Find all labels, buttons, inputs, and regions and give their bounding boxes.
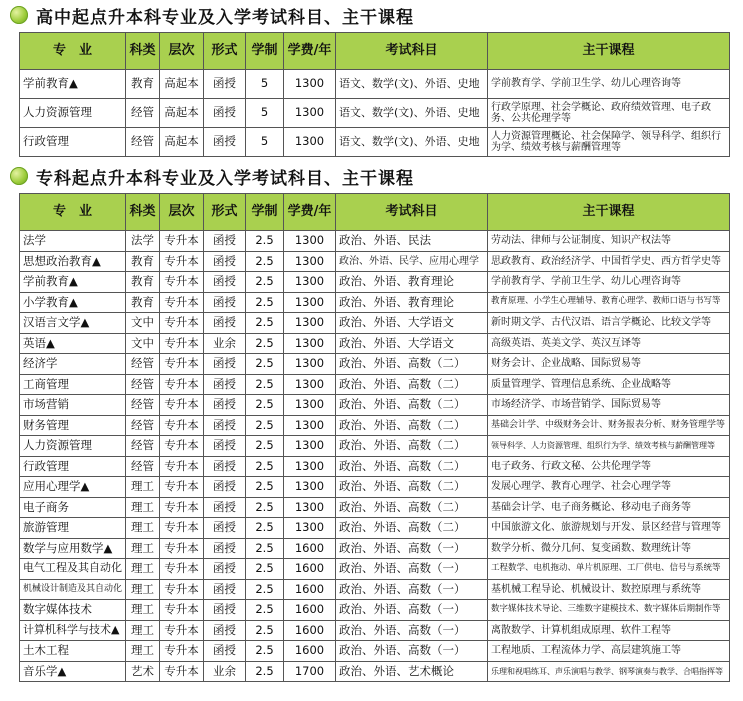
cell-courses: 数学分析、微分几何、复变函数、数理统计等 [488,538,730,559]
cell-mode: 函授 [204,600,246,621]
cell-fee: 1300 [284,374,336,395]
cell-courses: 基础会计学、电子商务概论、移动电子商务等 [488,497,730,518]
cell-years: 2.5 [246,333,284,354]
cell-level: 专升本 [160,518,204,539]
cell-major: 计算机科学与技术▲ [20,620,126,641]
cell-level: 专升本 [160,251,204,272]
cell-category: 经管 [126,354,160,375]
cell-level: 高起本 [160,99,204,128]
cell-category: 法学 [126,231,160,252]
cell-courses: 学前教育学、学前卫生学、幼儿心理咨询等 [488,70,730,99]
cell-level: 专升本 [160,415,204,436]
table-row [20,128,730,157]
cell-mode: 业余 [204,333,246,354]
cell-years: 2.5 [246,292,284,313]
table-row [20,477,730,498]
section2-title: 专科起点升本科专业及入学考试科目、主干课程 [36,168,414,189]
cell-major: 市场营销 [20,395,126,416]
cell-mode: 函授 [204,538,246,559]
cell-level: 专升本 [160,661,204,682]
cell-mode: 函授 [204,251,246,272]
cell-years: 2.5 [246,661,284,682]
cell-mode: 函授 [204,559,246,580]
cell-major: 学前教育▲ [20,272,126,293]
cell-mode: 函授 [204,99,246,128]
cell-courses: 新时期文学、古代汉语、语言学概论、比较文学等 [488,313,730,334]
table-row [20,395,730,416]
cell-category: 经管 [126,395,160,416]
cell-exam: 政治、外语、民学、应用心理学 [336,251,488,272]
cell-mode: 函授 [204,620,246,641]
cell-fee: 1300 [284,128,336,157]
cell-courses: 乐理和视唱练耳、声乐演唱与教学、钢琴演奏与教学、合唱指挥等 [488,661,730,682]
cell-level: 专升本 [160,579,204,600]
cell-level: 专升本 [160,231,204,252]
table-row [20,333,730,354]
cell-courses: 工程地质、工程流体力学、高层建筑施工等 [488,641,730,662]
cell-years: 2.5 [246,497,284,518]
cell-courses: 基机械工程导论、机械设计、数控原理与系统等 [488,579,730,600]
cell-category: 教育 [126,272,160,293]
cell-exam: 政治、外语、高数（二） [336,395,488,416]
cell-fee: 1600 [284,620,336,641]
college-table [19,193,730,682]
cell-major: 英语▲ [20,333,126,354]
cell-fee: 1300 [284,231,336,252]
cell-years: 2.5 [246,559,284,580]
cell-mode: 函授 [204,497,246,518]
table-row [20,559,730,580]
cell-exam: 政治、外语、高数（一） [336,600,488,621]
cell-years: 2.5 [246,415,284,436]
cell-fee: 1600 [284,579,336,600]
cell-major: 旅游管理 [20,518,126,539]
header-level: 层次 [160,194,204,231]
cell-fee: 1300 [284,99,336,128]
cell-mode: 函授 [204,415,246,436]
green-bullet-icon [10,167,28,185]
cell-exam: 政治、外语、高数（一） [336,579,488,600]
cell-fee: 1300 [284,354,336,375]
cell-exam: 政治、外语、教育理论 [336,272,488,293]
cell-exam: 语文、数学(文)、外语、史地 [336,128,488,157]
cell-level: 专升本 [160,272,204,293]
header-category: 科类 [126,194,160,231]
cell-level: 专升本 [160,395,204,416]
cell-years: 2.5 [246,231,284,252]
cell-category: 经管 [126,99,160,128]
cell-years: 2.5 [246,272,284,293]
cell-fee: 1300 [284,313,336,334]
cell-fee: 1300 [284,251,336,272]
cell-exam: 政治、外语、大学语文 [336,333,488,354]
table-row [20,518,730,539]
cell-exam: 政治、外语、高数（二） [336,374,488,395]
cell-courses: 数字媒体技术导论、三维数字建模技术、数字媒体后期制作等 [488,600,730,621]
high-school-table [19,32,730,157]
cell-major: 学前教育▲ [20,70,126,99]
cell-mode: 函授 [204,70,246,99]
cell-major: 财务管理 [20,415,126,436]
cell-courses: 电子政务、行政文秘、公共伦理学等 [488,456,730,477]
cell-exam: 政治、外语、高数（一） [336,641,488,662]
cell-fee: 1300 [284,292,336,313]
cell-years: 5 [246,70,284,99]
cell-category: 理工 [126,559,160,580]
table-row [20,415,730,436]
cell-category: 理工 [126,477,160,498]
cell-exam: 政治、外语、高数（一） [336,620,488,641]
cell-fee: 1300 [284,333,336,354]
cell-mode: 函授 [204,641,246,662]
cell-major: 工商管理 [20,374,126,395]
cell-major: 数学与应用数学▲ [20,538,126,559]
cell-fee: 1300 [284,518,336,539]
cell-major: 人力资源管理 [20,99,126,128]
table-row [20,99,730,128]
cell-courses: 人力资源管理概论、社会保障学、领导科学、组织行为学、绩效考核与薪酬管理等 [488,128,730,157]
cell-major: 小学教育▲ [20,292,126,313]
table-row [20,497,730,518]
cell-years: 5 [246,128,284,157]
header-level: 层次 [160,33,204,70]
cell-category: 经管 [126,436,160,457]
cell-years: 2.5 [246,641,284,662]
table-row [20,661,730,682]
cell-mode: 函授 [204,231,246,252]
cell-mode: 函授 [204,128,246,157]
cell-fee: 1300 [284,415,336,436]
table-row [20,436,730,457]
cell-fee: 1700 [284,661,336,682]
cell-years: 2.5 [246,579,284,600]
header-fee: 学费/年 [284,194,336,231]
cell-level: 专升本 [160,538,204,559]
header-major: 专 业 [20,33,126,70]
cell-category: 经管 [126,128,160,157]
cell-mode: 函授 [204,477,246,498]
cell-courses: 教育原理、小学生心理辅导、教育心理学、教师口语与书写等 [488,292,730,313]
cell-exam: 政治、外语、高数（一） [336,559,488,580]
cell-level: 专升本 [160,456,204,477]
cell-fee: 1600 [284,538,336,559]
header-exam: 考试科目 [336,33,488,70]
cell-level: 专升本 [160,436,204,457]
cell-major: 经济学 [20,354,126,375]
cell-courses: 发展心理学、教育心理学、社会心理学等 [488,477,730,498]
cell-fee: 1300 [284,272,336,293]
cell-courses: 领导科学、人力资源管理、组织行为学、绩效考核与薪酬管理等 [488,436,730,457]
cell-level: 专升本 [160,374,204,395]
cell-level: 专升本 [160,620,204,641]
cell-level: 专升本 [160,477,204,498]
cell-fee: 1300 [284,456,336,477]
header-courses: 主干课程 [488,194,730,231]
cell-exam: 政治、外语、高数（二） [336,456,488,477]
cell-category: 理工 [126,538,160,559]
header-years: 学制 [246,194,284,231]
cell-category: 理工 [126,579,160,600]
cell-category: 教育 [126,251,160,272]
table-row [20,251,730,272]
header-category: 科类 [126,33,160,70]
cell-major: 机械设计制造及其自动化 [20,579,126,600]
cell-category: 理工 [126,518,160,539]
cell-years: 2.5 [246,436,284,457]
cell-courses: 基础会计学、中级财务会计、财务报表分析、财务管理学等 [488,415,730,436]
table-header-row [20,33,730,70]
cell-courses: 高级英语、英美文学、英汉互译等 [488,333,730,354]
cell-level: 专升本 [160,641,204,662]
cell-major: 法学 [20,231,126,252]
cell-years: 2.5 [246,477,284,498]
cell-category: 理工 [126,600,160,621]
cell-exam: 政治、外语、高数（二） [336,477,488,498]
table-row [20,641,730,662]
section1-title: 高中起点升本科专业及入学考试科目、主干课程 [36,7,414,28]
cell-category: 理工 [126,641,160,662]
cell-exam: 政治、外语、高数（二） [336,518,488,539]
cell-courses: 思政教育、政治经济学、中国哲学史、西方哲学史等 [488,251,730,272]
cell-years: 2.5 [246,313,284,334]
cell-years: 2.5 [246,374,284,395]
table-row [20,354,730,375]
cell-years: 2.5 [246,600,284,621]
cell-category: 理工 [126,620,160,641]
table-row [20,272,730,293]
cell-exam: 政治、外语、高数（二） [336,354,488,375]
table-row [20,456,730,477]
cell-level: 专升本 [160,559,204,580]
cell-fee: 1600 [284,600,336,621]
cell-level: 专升本 [160,292,204,313]
table-row [20,600,730,621]
header-years: 学制 [246,33,284,70]
cell-major: 行政管理 [20,456,126,477]
cell-mode: 函授 [204,313,246,334]
cell-major: 应用心理学▲ [20,477,126,498]
table-header-row [20,194,730,231]
cell-exam: 政治、外语、高数（二） [336,415,488,436]
cell-exam: 语文、数学(文)、外语、史地 [336,99,488,128]
header-major: 专 业 [20,194,126,231]
cell-fee: 1300 [284,497,336,518]
cell-mode: 业余 [204,661,246,682]
cell-major: 思想政治教育▲ [20,251,126,272]
section1-heading [10,2,414,28]
cell-exam: 政治、外语、高数（一） [336,538,488,559]
table-row [20,620,730,641]
cell-category: 教育 [126,292,160,313]
cell-courses: 劳动法、律师与公证制度、知识产权法等 [488,231,730,252]
cell-fee: 1300 [284,477,336,498]
cell-mode: 函授 [204,354,246,375]
table-row [20,70,730,99]
table-row [20,579,730,600]
cell-major: 电子商务 [20,497,126,518]
section2-heading [10,163,414,189]
cell-courses: 市场经济学、市场营销学、国际贸易等 [488,395,730,416]
header-courses: 主干课程 [488,33,730,70]
cell-major: 汉语言文学▲ [20,313,126,334]
cell-fee: 1300 [284,395,336,416]
cell-mode: 函授 [204,272,246,293]
cell-category: 教育 [126,70,160,99]
header-exam: 考试科目 [336,194,488,231]
table-row [20,292,730,313]
cell-years: 2.5 [246,251,284,272]
cell-courses: 中国旅游文化、旅游规划与开发、景区经营与管理等 [488,518,730,539]
cell-mode: 函授 [204,436,246,457]
cell-exam: 政治、外语、民法 [336,231,488,252]
cell-level: 专升本 [160,600,204,621]
cell-level: 专升本 [160,354,204,375]
table-row [20,231,730,252]
cell-courses: 学前教育学、学前卫生学、幼儿心理咨询等 [488,272,730,293]
cell-mode: 函授 [204,292,246,313]
cell-courses: 行政学原理、社会学概论、政府绩效管理、电子政务、公共伦理学等 [488,99,730,128]
cell-exam: 政治、外语、高数（二） [336,436,488,457]
header-mode: 形式 [204,33,246,70]
table-row [20,374,730,395]
cell-courses: 离散数学、计算机组成原理、软件工程等 [488,620,730,641]
cell-major: 数字媒体技术 [20,600,126,621]
cell-courses: 工程数学、电机拖动、单片机原理、工厂供电、信号与系统等 [488,559,730,580]
cell-major: 电气工程及其自动化 [20,559,126,580]
cell-exam: 政治、外语、艺术概论 [336,661,488,682]
cell-mode: 函授 [204,374,246,395]
cell-years: 2.5 [246,538,284,559]
cell-fee: 1300 [284,70,336,99]
cell-years: 2.5 [246,456,284,477]
cell-level: 专升本 [160,497,204,518]
cell-exam: 政治、外语、教育理论 [336,292,488,313]
cell-level: 高起本 [160,70,204,99]
cell-mode: 函授 [204,518,246,539]
cell-major: 音乐学▲ [20,661,126,682]
cell-major: 土木工程 [20,641,126,662]
cell-level: 专升本 [160,333,204,354]
header-fee: 学费/年 [284,33,336,70]
cell-fee: 1600 [284,559,336,580]
cell-category: 经管 [126,456,160,477]
cell-mode: 函授 [204,579,246,600]
cell-exam: 政治、外语、大学语文 [336,313,488,334]
table-row [20,538,730,559]
cell-exam: 语文、数学(文)、外语、史地 [336,70,488,99]
cell-category: 理工 [126,497,160,518]
green-bullet-icon [10,6,28,24]
cell-category: 文中 [126,313,160,334]
cell-category: 艺术 [126,661,160,682]
cell-major: 人力资源管理 [20,436,126,457]
cell-level: 高起本 [160,128,204,157]
cell-mode: 函授 [204,395,246,416]
cell-years: 5 [246,99,284,128]
cell-years: 2.5 [246,395,284,416]
cell-years: 2.5 [246,620,284,641]
cell-fee: 1300 [284,436,336,457]
cell-years: 2.5 [246,354,284,375]
cell-category: 经管 [126,415,160,436]
cell-category: 经管 [126,374,160,395]
cell-category: 文中 [126,333,160,354]
cell-major: 行政管理 [20,128,126,157]
cell-mode: 函授 [204,456,246,477]
cell-level: 专升本 [160,313,204,334]
cell-courses: 质量管理学、管理信息系统、企业战略等 [488,374,730,395]
cell-fee: 1600 [284,641,336,662]
cell-courses: 财务会计、企业战略、国际贸易等 [488,354,730,375]
cell-years: 2.5 [246,518,284,539]
cell-exam: 政治、外语、高数（二） [336,497,488,518]
header-mode: 形式 [204,194,246,231]
table-row [20,313,730,334]
